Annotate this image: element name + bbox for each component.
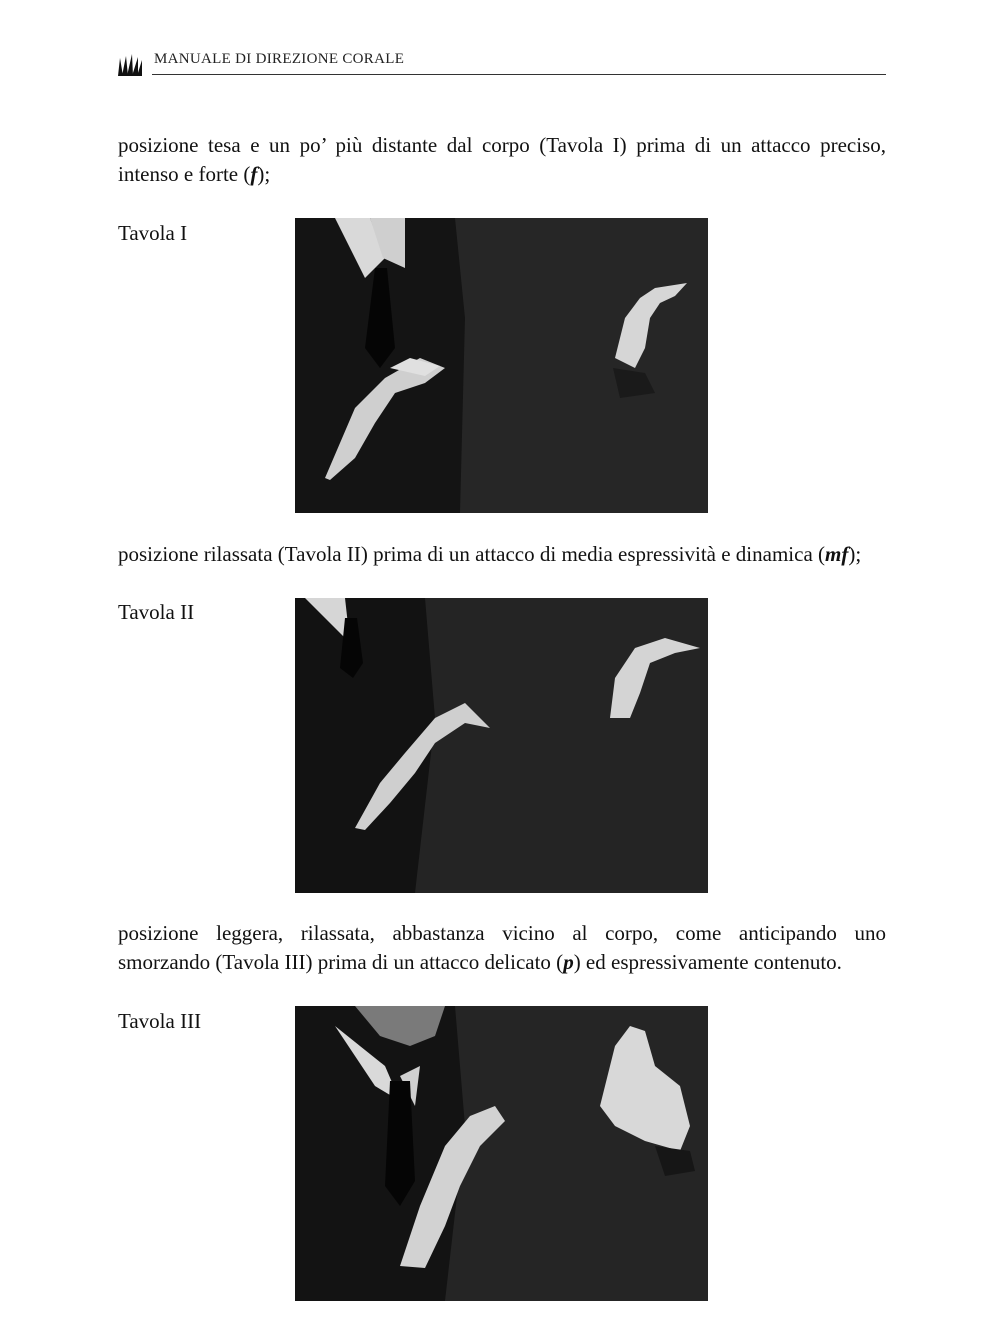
paragraph-forte bbox=[118, 131, 886, 189]
dynamic-mark-mf: mf bbox=[825, 542, 849, 566]
fan-logo-icon bbox=[118, 52, 142, 76]
paragraph-line bbox=[118, 948, 886, 977]
text-run: ); bbox=[257, 162, 271, 186]
text-run: ) ed espressivamente contenuto. bbox=[573, 950, 842, 974]
paragraph-mezzoforte bbox=[118, 540, 886, 569]
plate-photo-1 bbox=[295, 218, 708, 513]
header-rule bbox=[152, 74, 886, 75]
plate-label-1: Tavola I bbox=[118, 221, 188, 245]
paragraph-line: posizione leggera, rilassata, abbastanza vicino al corpo, come anticipando uno bbox=[118, 921, 886, 945]
plate-photo-3 bbox=[295, 1006, 708, 1301]
dynamic-mark-p: p bbox=[563, 950, 574, 974]
paragraph-line bbox=[118, 540, 886, 569]
text-run: intenso e forte ( bbox=[118, 162, 251, 186]
dynamic-mark-f: f bbox=[250, 162, 258, 186]
running-header-title: MANUALE DI DIREZIONE CORALE bbox=[154, 51, 405, 67]
paragraph-line: posizione tesa e un po’ più distante dal corpo (Tavola I) prima di un attacco preciso, bbox=[118, 133, 886, 157]
text-run: posizione rilassata (Tavola II) prima di un attacco di media espressività e dinamica ( bbox=[118, 542, 826, 566]
plate-label-3: Tavola III bbox=[118, 1009, 202, 1033]
paragraph-piano bbox=[118, 919, 886, 977]
running-header bbox=[118, 50, 886, 76]
paragraph-line bbox=[118, 160, 886, 189]
text-run: smorzando (Tavola III) prima di un attacco delicato ( bbox=[118, 950, 564, 974]
plate-label-2: Tavola II bbox=[118, 600, 195, 624]
plate-photo-2 bbox=[295, 598, 708, 893]
text-run: ); bbox=[848, 542, 862, 566]
